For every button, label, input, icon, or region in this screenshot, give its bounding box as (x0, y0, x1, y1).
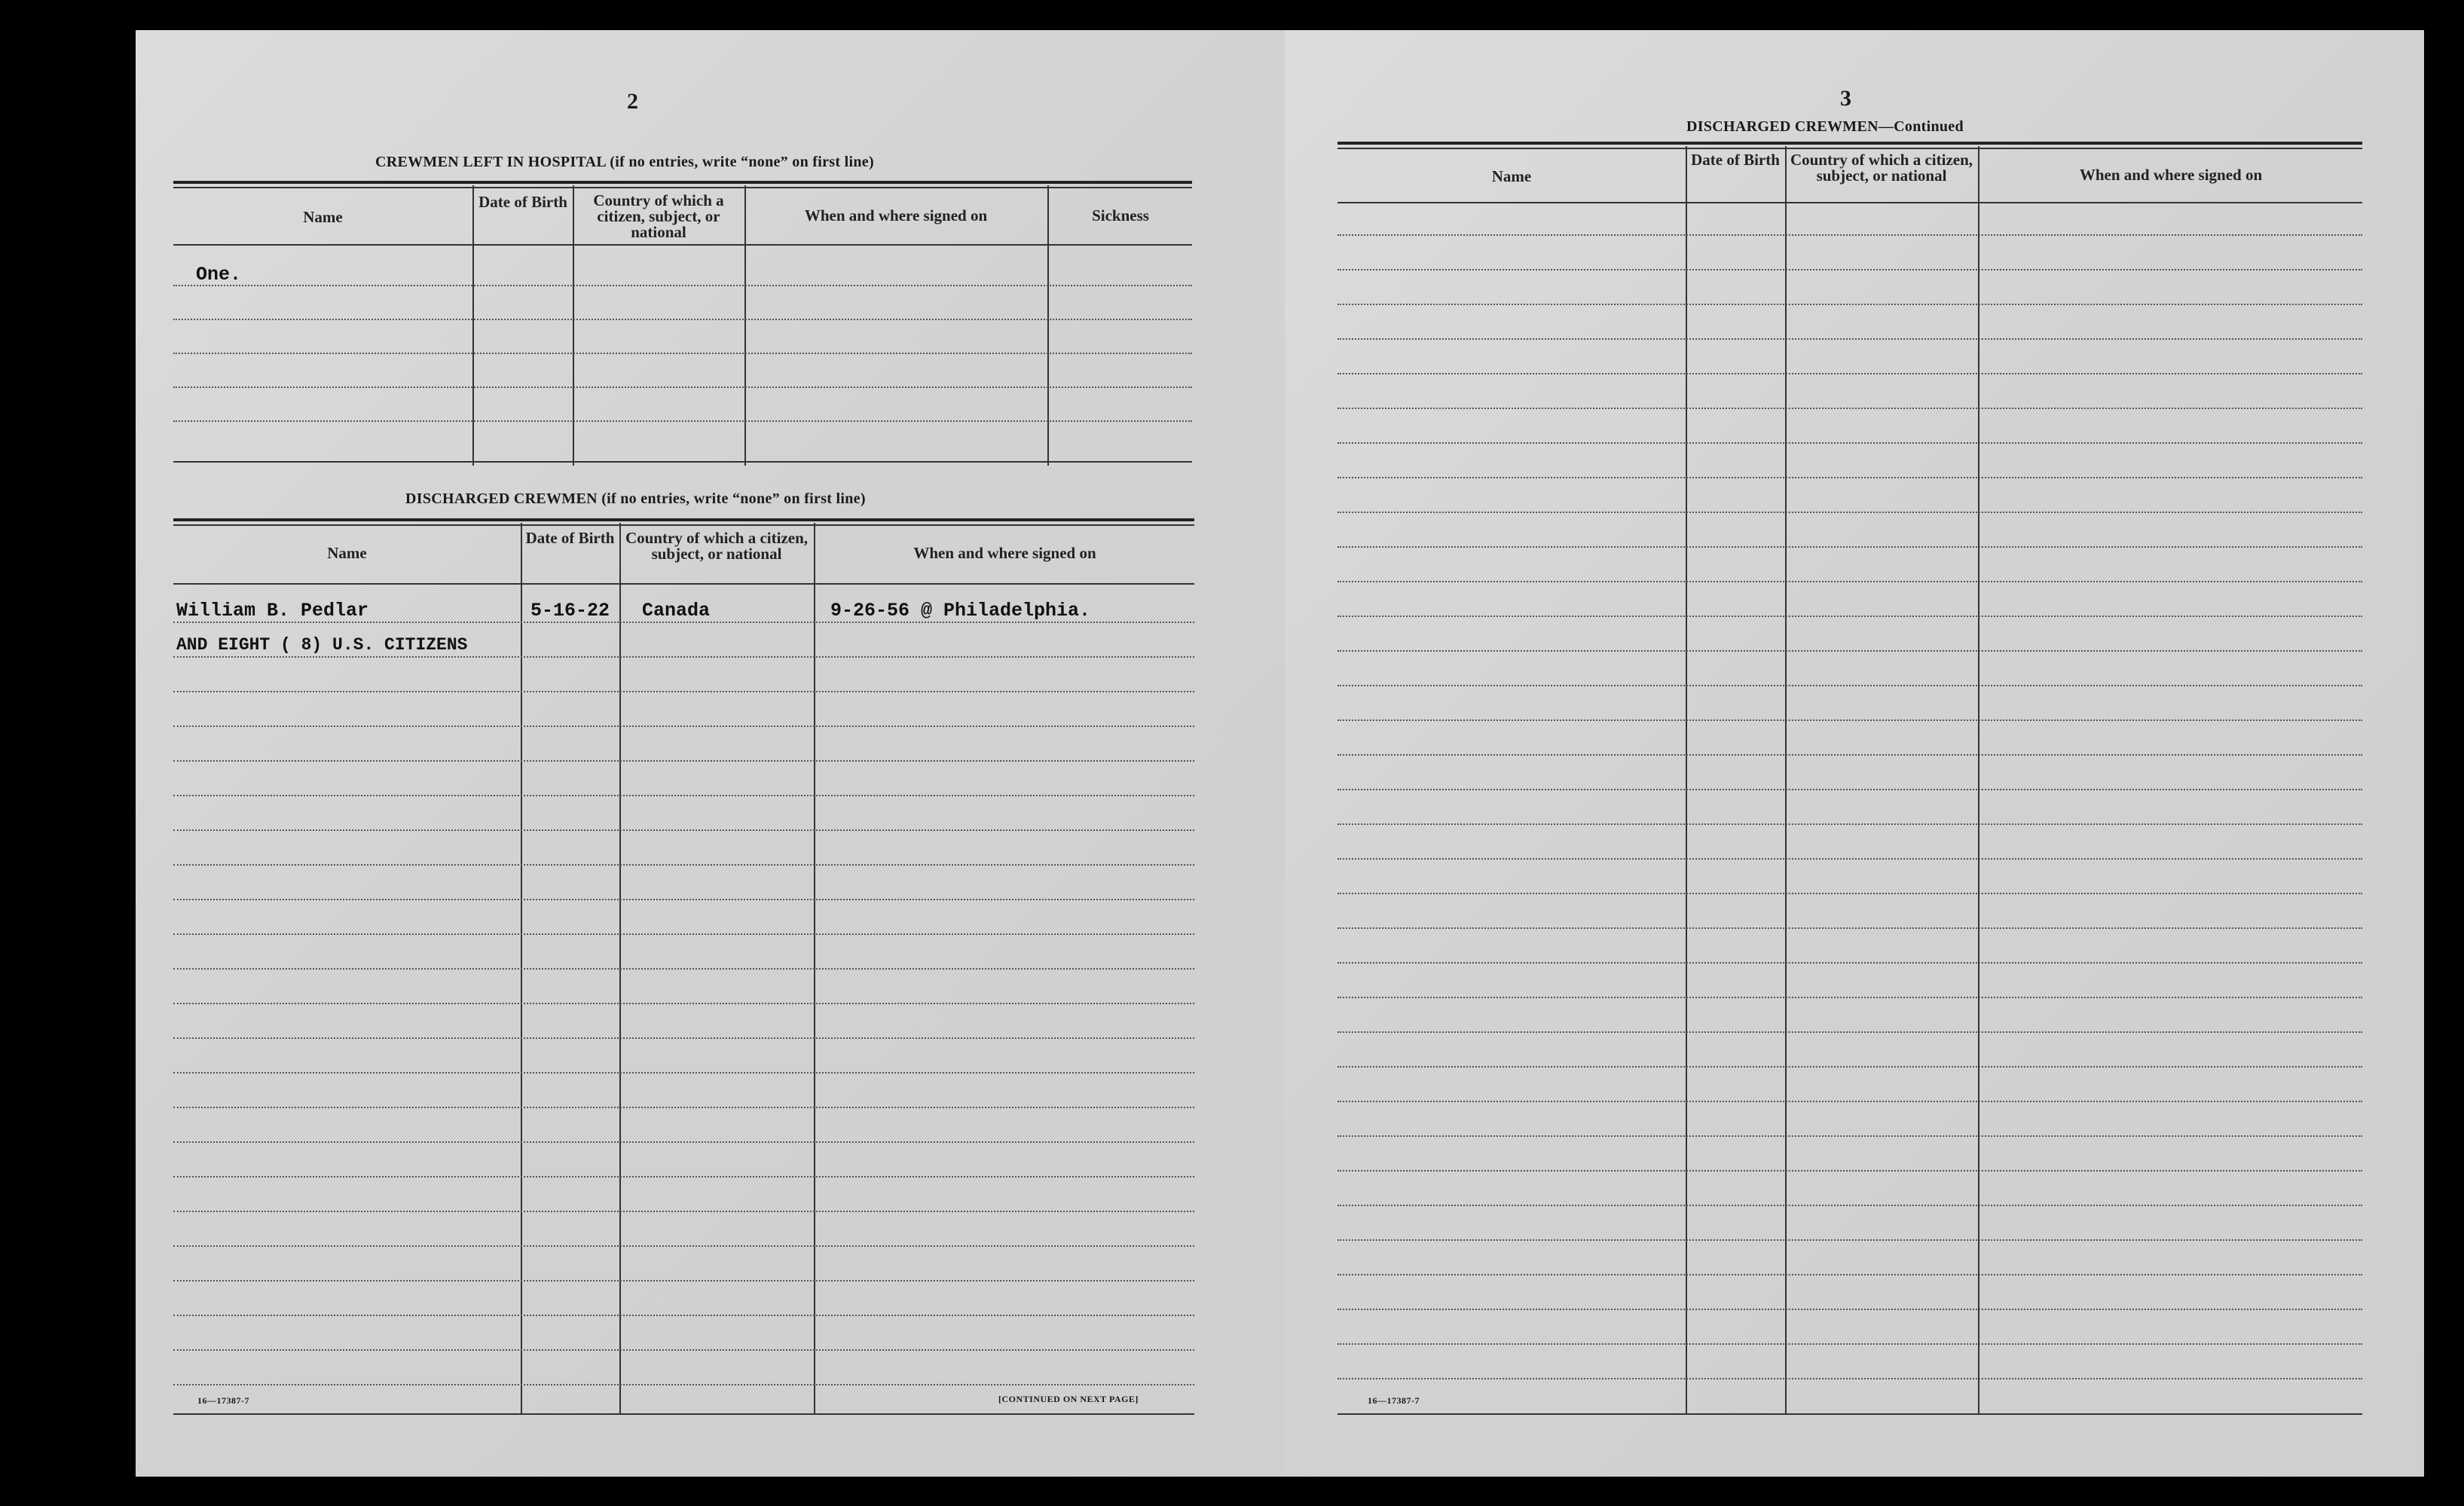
right-page (1285, 30, 2424, 1477)
col-signed-header: When and where signed on (804, 206, 988, 225)
page-number: 2 (627, 89, 638, 114)
discharged-table (173, 518, 1194, 1415)
hospital-table (173, 181, 1192, 467)
page-number: 3 (1840, 86, 1851, 111)
discharged-row-country: Canada (642, 600, 711, 622)
col-country-header: Country of which a citizen, subject, or national (1790, 151, 1973, 185)
col-dob-header: Date of Birth (478, 193, 567, 211)
discharged-row-name: AND EIGHT ( 8) U.S. CITIZENS (176, 635, 468, 655)
col-country-header: Country of which a citizen, subject, or national (593, 191, 724, 241)
col-country-header: Country of which a citizen, subject, or national (625, 529, 809, 563)
col-name-header: Name (327, 544, 367, 562)
col-dob-header: Date of Birth (525, 529, 615, 547)
col-name-header: Name (303, 208, 343, 226)
col-sickness-header: Sickness (1092, 206, 1149, 225)
discharged-section-title: DISCHARGED CREWMEN (if no entries, write “none” on first line) (405, 490, 866, 507)
discharged-row-name: William B. Pedlar (176, 600, 369, 622)
hospital-row-name: One. (196, 264, 242, 286)
continued-table (1337, 142, 2362, 1415)
col-signed-header: When and where signed on (2079, 166, 2263, 184)
continued-section-title: DISCHARGED CREWMEN—Continued (1686, 118, 1964, 135)
col-name-header: Name (1491, 167, 1532, 185)
form-number: 16—17387-7 (1368, 1395, 1420, 1406)
discharged-row-dob: 5-16-22 (530, 600, 610, 622)
continued-note: [CONTINUED ON NEXT PAGE] (998, 1394, 1139, 1404)
discharged-row-signed: 9-26-56 @ Philadelphia. (830, 600, 1091, 622)
col-signed-header: When and where signed on (913, 544, 1096, 562)
form-number: 16—17387-7 (197, 1395, 249, 1406)
left-page (136, 30, 1304, 1477)
hospital-section-title: CREWMEN LEFT IN HOSPITAL (if no entries, write “none” on first line) (375, 154, 874, 170)
col-dob-header: Date of Birth (1691, 151, 1780, 169)
